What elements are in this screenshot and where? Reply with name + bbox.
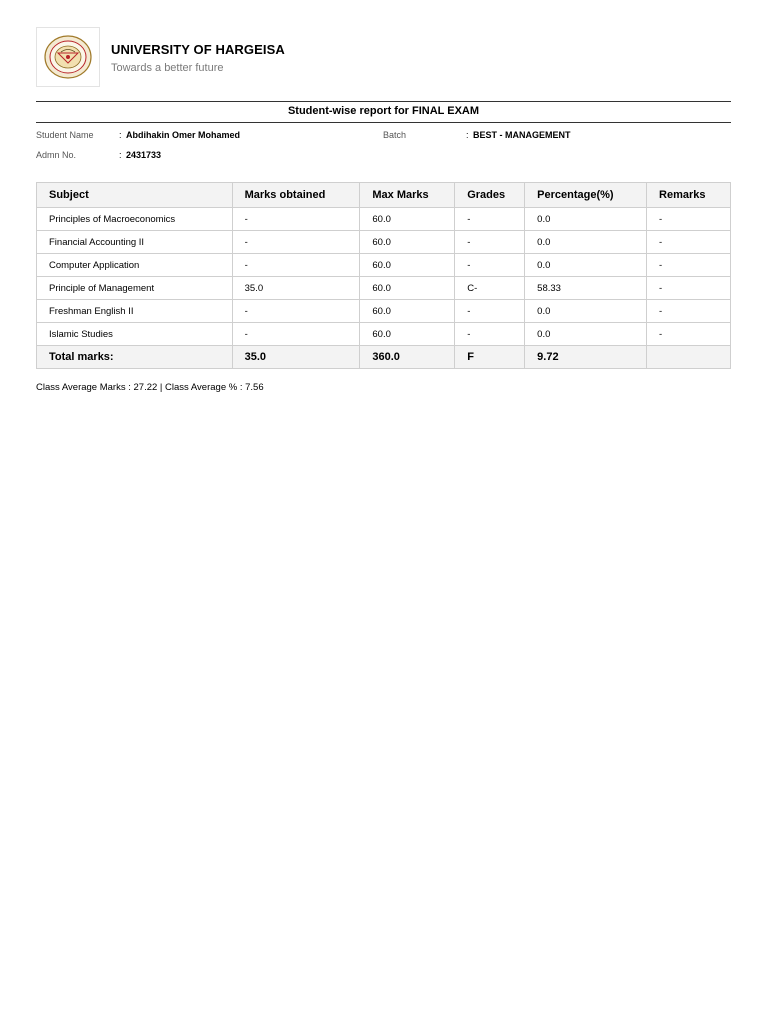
cell-grade: - [455, 323, 525, 346]
cell-percentage: 0.0 [525, 300, 647, 323]
cell-max-marks: 60.0 [360, 323, 455, 346]
cell-grade: - [455, 254, 525, 277]
student-name-label: Student Name [36, 130, 94, 140]
header-max-marks: Max Marks [360, 183, 455, 208]
admn-no-separator: : [119, 150, 122, 160]
total-max-marks: 360.0 [360, 346, 455, 369]
cell-percentage: 0.0 [525, 231, 647, 254]
university-seal-icon [43, 33, 93, 81]
total-remarks [647, 346, 731, 369]
batch-separator: : [466, 130, 469, 140]
cell-percentage: 0.0 [525, 254, 647, 277]
cell-marks-obtained: - [232, 323, 360, 346]
cell-max-marks: 60.0 [360, 208, 455, 231]
cell-marks-obtained: 35.0 [232, 277, 360, 300]
cell-subject: Freshman English II [37, 300, 233, 323]
header-subject: Subject [37, 183, 233, 208]
batch-value: BEST - MANAGEMENT [473, 130, 571, 140]
cell-remarks: - [647, 208, 731, 231]
cell-remarks: - [647, 300, 731, 323]
table-row [37, 254, 731, 277]
student-name-separator: : [119, 130, 122, 140]
cell-subject: Principle of Management [37, 277, 233, 300]
cell-max-marks: 60.0 [360, 231, 455, 254]
cell-percentage: 58.33 [525, 277, 647, 300]
report-title: Student-wise report for FINAL EXAM [287, 105, 480, 117]
cell-max-marks: 60.0 [360, 254, 455, 277]
header-remarks: Remarks [647, 183, 731, 208]
cell-grade: - [455, 300, 525, 323]
cell-marks-obtained: - [232, 231, 360, 254]
cell-grade: C- [455, 277, 525, 300]
student-name-value: Abdihakin Omer Mohamed [126, 130, 241, 140]
cell-marks-obtained: - [232, 300, 360, 323]
admn-no-value: 2431733 [126, 150, 162, 160]
table-row [37, 208, 731, 231]
cell-marks-obtained: - [232, 254, 360, 277]
cell-remarks: - [647, 277, 731, 300]
table-row [37, 277, 731, 300]
cell-marks-obtained: - [232, 208, 360, 231]
total-percentage: 9.72 [525, 346, 647, 369]
cell-subject: Principles of Macroeconomics [37, 208, 233, 231]
cell-percentage: 0.0 [525, 323, 647, 346]
cell-subject: Computer Application [37, 254, 233, 277]
cell-remarks: - [647, 323, 731, 346]
total-label: Total marks: [37, 346, 233, 369]
cell-remarks: - [647, 231, 731, 254]
logo-frame [36, 27, 100, 87]
cell-remarks: - [647, 254, 731, 277]
header-grades: Grades [455, 183, 525, 208]
university-name: UNIVERSITY OF HARGEISA [111, 42, 285, 57]
batch-label: Batch [383, 130, 407, 140]
table-row [37, 323, 731, 346]
table-header-row [37, 183, 731, 208]
class-average-summary: Class Average Marks : 27.22 | Class Average % : 7.56 [36, 382, 264, 393]
total-row [37, 346, 731, 369]
marks-table [36, 182, 731, 369]
total-marks-obtained: 35.0 [232, 346, 360, 369]
title-top-divider [36, 101, 731, 102]
cell-percentage: 0.0 [525, 208, 647, 231]
cell-subject: Financial Accounting II [37, 231, 233, 254]
cell-max-marks: 60.0 [360, 277, 455, 300]
title-bottom-divider [36, 122, 731, 123]
university-tagline: Towards a better future [111, 62, 224, 74]
header-percentage: Percentage(%) [525, 183, 647, 208]
admn-no-label: Admn No. [36, 150, 77, 160]
table-row [37, 300, 731, 323]
header-marks-obtained: Marks obtained [232, 183, 360, 208]
cell-grade: - [455, 231, 525, 254]
total-grade: F [455, 346, 525, 369]
cell-max-marks: 60.0 [360, 300, 455, 323]
table-row [37, 231, 731, 254]
cell-subject: Islamic Studies [37, 323, 233, 346]
cell-grade: - [455, 208, 525, 231]
